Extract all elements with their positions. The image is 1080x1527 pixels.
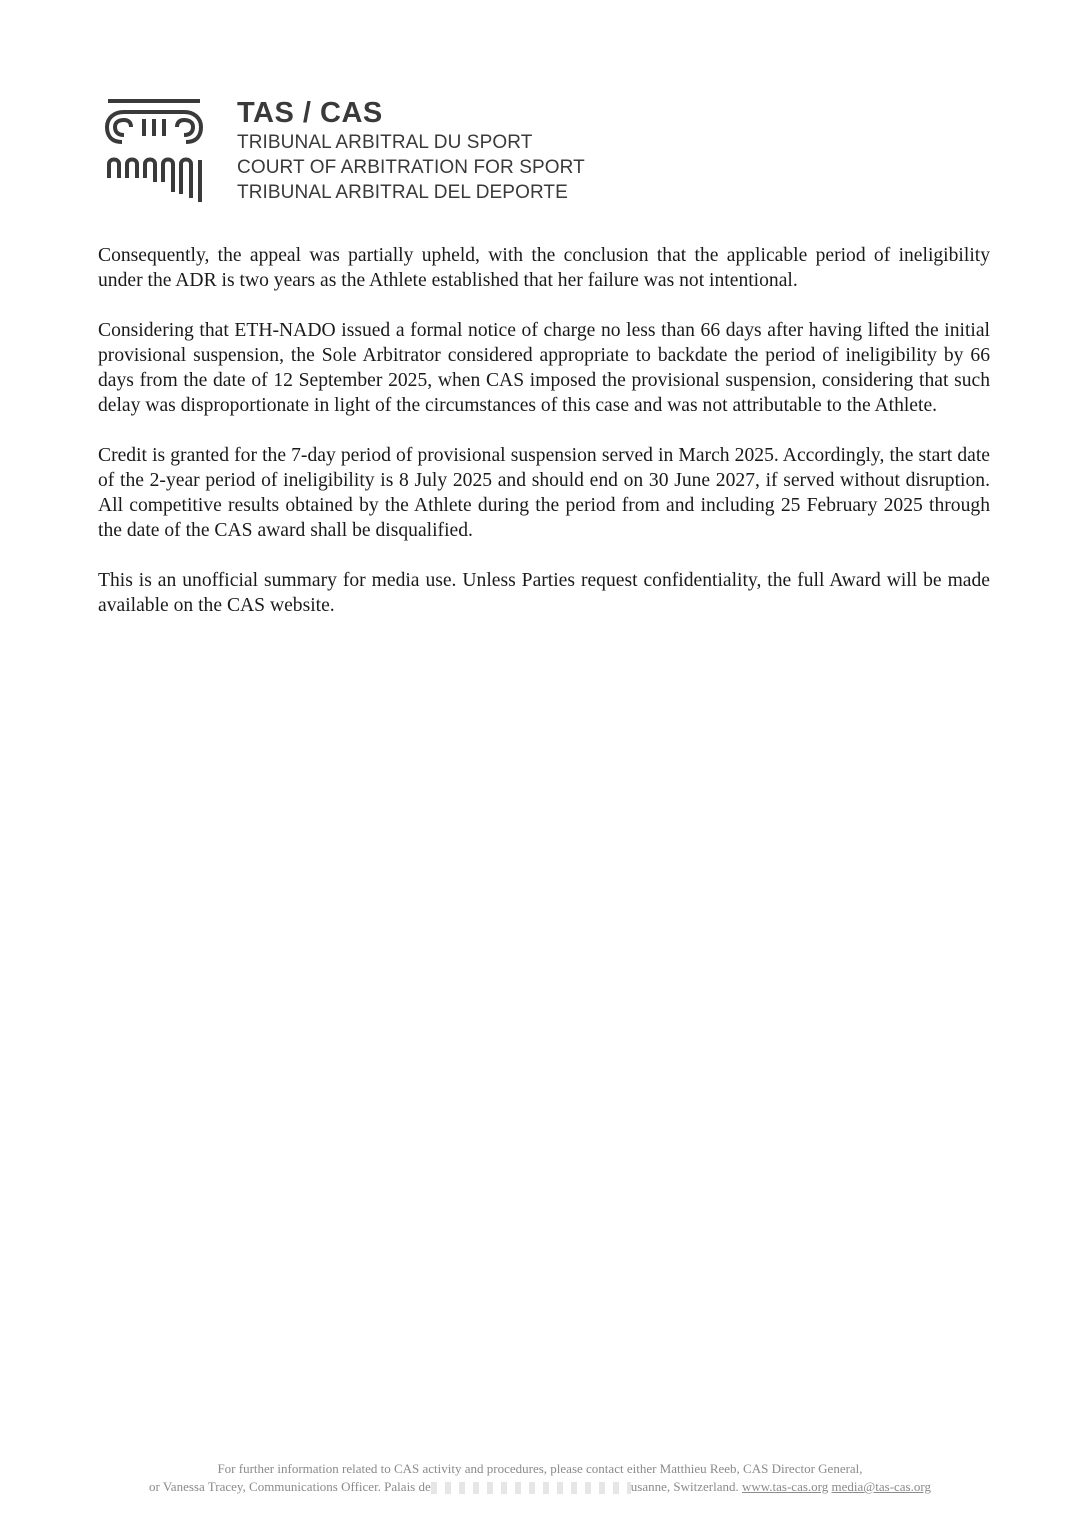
footer-email-link[interactable]: media@tas-cas.org [831,1479,931,1494]
footer-website-link[interactable]: www.tas-cas.org [741,1479,829,1494]
organization-name-es: TRIBUNAL ARBITRAL DEL DEPORTE [237,182,568,203]
footer-redacted-area [431,1482,631,1494]
paragraph-credit: Credit is granted for the 7-day period of provisional suspension served in March 2025. Accordingly, the start date of the 2-year period of ineligibility is 8 July 2025 and should end on 30 June 2027, if served without disruption. All competitive results obtained by the Athlete during the period from and including 25 February 2025 through the date of the CAS award shall be disqualified. [98,445,990,541]
cas-column-logo-icon [104,98,204,204]
paragraph-backdating: Considering that ETH-NADO issued a formal notice of charge no less than 66 days after having lifted the initial provisional suspension, the Sole Arbitrator considered appropriate to backdate the period of ineligibility by 66 days from the date of 12 September 2025, when CAS imposed the provisional suspension, considering that such delay was disproportionate in light of the circumstances of this case and was not attributable to the Athlete. [98,320,990,416]
footer-contact-start: or Vanessa Tracey, Communications Officer. Palais de [149,1479,431,1494]
letterhead [104,96,624,216]
organization-name-block [237,96,585,205]
footer-line-1: For further information related to CAS activity and procedures, please contact either Matthieu Reeb, CAS Director General, [217,1461,863,1476]
footer-contact-end: usanne, Switzerland. [630,1479,739,1494]
paragraph-conclusion: Consequently, the appeal was partially upheld, with the conclusion that the applicable period of ineligibility under the ADR is two years as the Athlete established that her failure was not intentional. [98,245,990,291]
page-footer [0,1460,1080,1496]
footer-line-2 [0,1478,1080,1496]
organization-name-en: COURT OF ARBITRATION FOR SPORT [237,157,585,178]
paragraph-disclaimer: This is an unofficial summary for media use. Unless Parties request confidentiality, the full Award will be made available on the CAS website. [98,570,990,616]
organization-name-fr: TRIBUNAL ARBITRAL DU SPORT [237,132,533,153]
document-body [98,243,990,643]
organization-title: TAS / CAS [237,97,383,129]
